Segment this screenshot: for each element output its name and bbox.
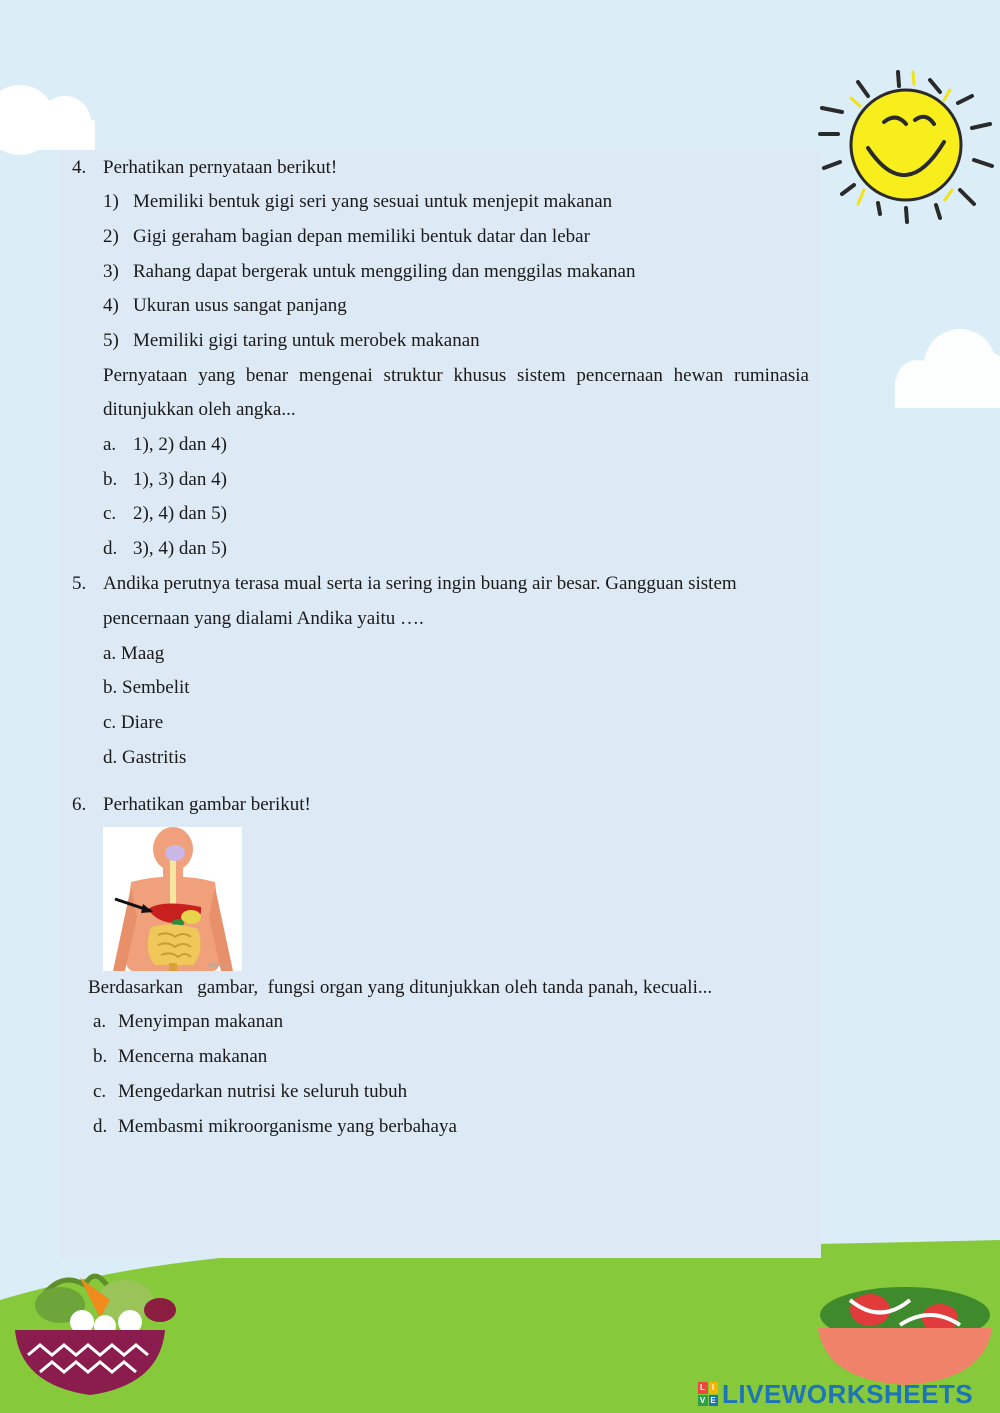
question-4-text-cont: ditunjukkan oleh angka...: [103, 399, 296, 420]
logo-text: LIVEWORKSHEETS: [722, 1378, 974, 1409]
question-4-header: [72, 156, 337, 180]
answer-option[interactable]: c. 2), 4) dan 5): [103, 503, 227, 524]
answer-option[interactable]: b. 1), 3) dan 4): [103, 469, 227, 490]
logo-badge-icon: L I V E: [699, 1383, 717, 1405]
answer-option[interactable]: d. Membasmi mikroorganisme yang berbahaya: [93, 1116, 457, 1137]
cloud-icon: [0, 85, 95, 155]
answer-option[interactable]: a. 1), 2) dan 4): [103, 434, 227, 455]
liveworksheets-logo[interactable]: [698, 1379, 973, 1409]
question-5-text-cont: pencernaan yang dialami Andika yaitu ….: [103, 608, 424, 629]
answer-option[interactable]: a. Maag: [103, 643, 165, 664]
question-prompt: Perhatikan pernyataan berikut!: [103, 157, 338, 178]
statement-item: 1) Memiliki bentuk gigi seri yang sesuai untuk menjepit makanan: [103, 191, 613, 212]
answer-option[interactable]: b. Mencerna makanan: [93, 1046, 268, 1067]
answer-option[interactable]: d. Gastritis: [103, 747, 187, 768]
digestive-system-figure: [103, 827, 242, 971]
statement-item: 4) Ukuran usus sangat panjang: [103, 295, 347, 316]
answer-option[interactable]: a. Menyimpan makanan: [93, 1011, 284, 1032]
answer-option[interactable]: c. Diare: [103, 712, 164, 733]
answer-option[interactable]: c. Mengedarkan nutrisi ke seluruh tubuh: [93, 1081, 408, 1102]
question-number: 5.: [72, 573, 87, 594]
sun-icon: [820, 72, 992, 222]
question-6-text: Berdasarkan gambar, fungsi organ yang ditunjukkan oleh tanda panah, kecuali...: [88, 977, 713, 998]
statement-item: 5) Memiliki gigi taring untuk merobek makanan: [103, 330, 480, 351]
answer-option[interactable]: b. Sembelit: [103, 677, 190, 698]
answer-option[interactable]: d. 3), 4) dan 5): [103, 538, 227, 559]
image-watermark: wikiedu: [207, 962, 231, 969]
question-prompt: Perhatikan gambar berikut!: [103, 794, 311, 815]
question-number: 6.: [72, 794, 87, 815]
cloud-icon: [895, 329, 1000, 408]
question-5-header: [72, 572, 737, 596]
question-number: 4.: [72, 157, 87, 178]
question-6-header: [72, 793, 311, 817]
statement-item: 3) Rahang dapat bergerak untuk menggiling dan menggilas makanan: [103, 261, 636, 282]
question-4-text: Pernyataan yang benar mengenai struktur khusus sistem pencernaan hewan ruminasia: [103, 365, 809, 386]
question-prompt: Andika perutnya terasa mual serta ia sering ingin buang air besar. Gangguan sistem: [103, 573, 737, 594]
statement-item: 2) Gigi geraham bagian depan memiliki bentuk datar dan lebar: [103, 226, 590, 247]
